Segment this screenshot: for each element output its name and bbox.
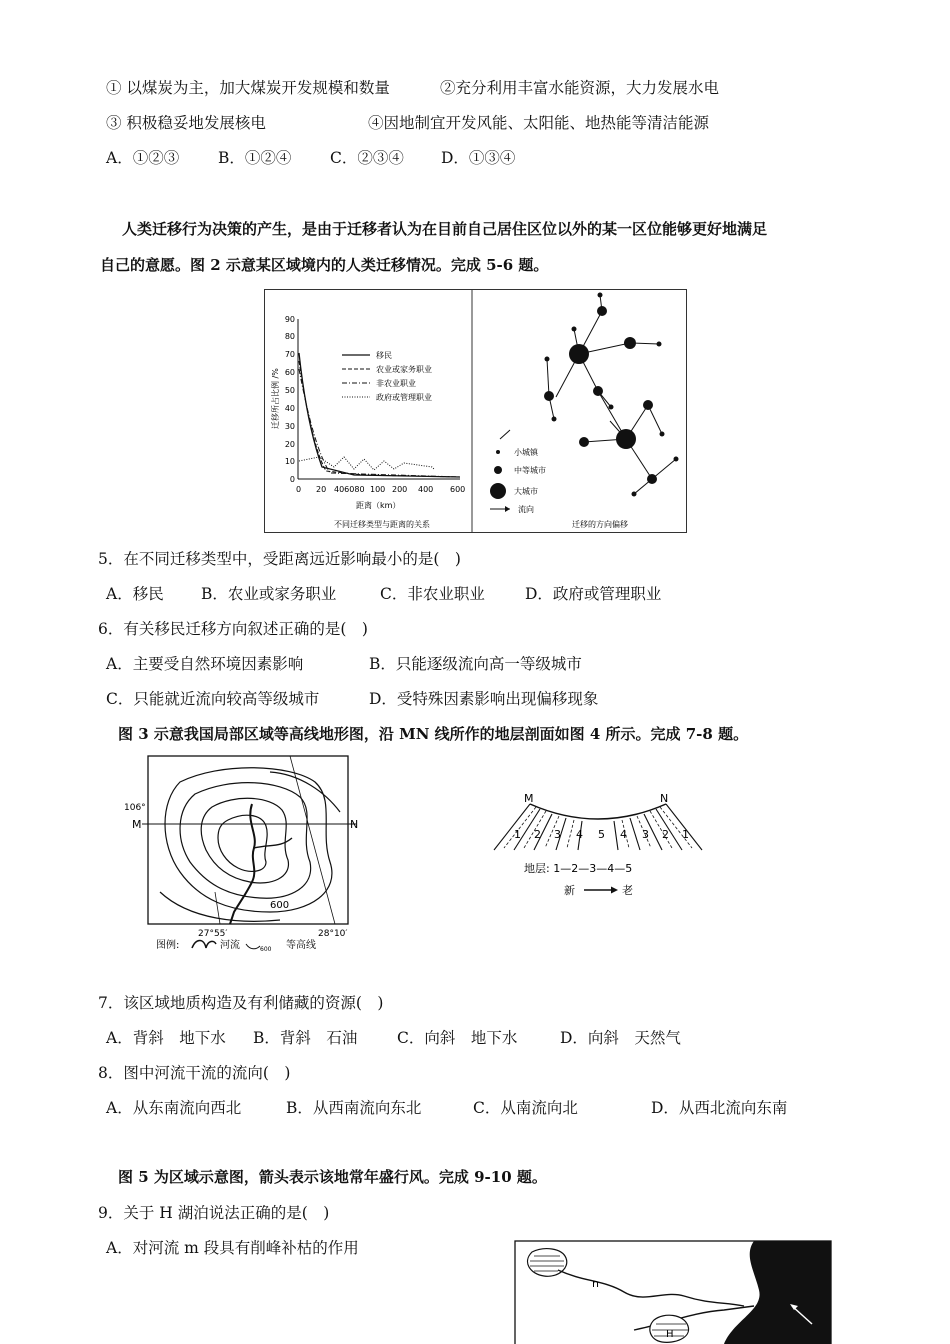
option-2: ②充分利用丰富水能资源，大力发展水电: [440, 79, 720, 97]
map-legend-small-town: 小城镇: [514, 448, 538, 457]
choice-c: C．②③④: [330, 149, 404, 167]
label-old: 老: [622, 884, 633, 897]
q9-a: A．对河流 m 段具有削峰补枯的作用: [106, 1239, 359, 1257]
intro-5-6-line1: 人类迁移行为决策的产生，是由于迁移者认为在目前自己居住区位以外的某一区位能够更好地满足: [122, 220, 768, 238]
legend-contour: 等高线: [286, 940, 316, 951]
choice-d: D．①③④: [441, 149, 516, 167]
x-tick: 20: [316, 485, 327, 494]
legend-government: 政府或管理职业: [376, 393, 432, 402]
legend-label: 图例:: [156, 940, 180, 951]
arrow-icon: [611, 887, 618, 894]
figure-5: [514, 1240, 832, 1344]
river-legend-icon: [192, 941, 216, 949]
y-tick: 30: [284, 422, 295, 431]
q8-stem: 8．图中河流干流的流向( ): [98, 1064, 291, 1082]
latitude-2: 28°10′: [318, 929, 348, 939]
strata-order: 地层: 1—2—3—4—5: [524, 862, 633, 875]
option-3: ③ 积极稳妥地发展核电: [106, 114, 266, 132]
map-legend-medium-city: 中等城市: [514, 466, 546, 475]
layer-label: 3: [642, 828, 649, 841]
point-n: N: [660, 792, 669, 805]
river-label-n: n: [592, 1277, 599, 1290]
y-tick: 0: [289, 475, 295, 484]
q9-stem: 9．关于 H 湖泊说法正确的是( ): [98, 1204, 330, 1222]
legend-agricultural: 农业或家务职业: [376, 365, 432, 374]
point-n: N: [350, 818, 359, 831]
q7-a: A．背斜 地下水: [106, 1029, 226, 1047]
y-tick: 80: [284, 332, 295, 341]
x-tick: 400: [418, 485, 434, 494]
q5-c: C．非农业职业: [380, 585, 485, 603]
x-axis-label: 距离（km）: [356, 501, 401, 510]
point-m: M: [524, 792, 534, 805]
q7-c: C．向斜 地下水: [397, 1029, 518, 1047]
y-tick: 20: [284, 440, 295, 449]
contour-legend-icon: [246, 944, 260, 949]
legend-contour-sample: 600: [260, 946, 272, 953]
q7-d: D．向斜 天然气: [560, 1029, 681, 1047]
q8-c: C．从南流向北: [473, 1099, 578, 1117]
longitude-label: 106°: [124, 803, 146, 813]
layer-label: 1: [682, 828, 689, 841]
q5-stem: 5．在不同迁移类型中，受距离远近影响最小的是( ): [98, 550, 461, 568]
x-tick: 100: [370, 485, 386, 494]
layer-label: 3: [554, 828, 561, 841]
label-new: 新: [564, 884, 575, 897]
layer-label: 4: [620, 828, 627, 841]
choice-b: B．①②④: [218, 149, 292, 167]
q6-stem: 6．有关移民迁移方向叙述正确的是( ): [98, 620, 368, 638]
x-tick: 600: [450, 485, 466, 494]
q6-b: B．只能逐级流向高一等级城市: [369, 655, 582, 673]
y-axis-label: 迁移所占比例 /%: [271, 368, 280, 429]
map-legend-flow: 流向: [518, 505, 534, 514]
intro-9-10: 图 5 为区域示意图，箭头表示该地常年盛行风。完成 9-10 题。: [118, 1168, 547, 1186]
lake-label-h: H: [666, 1329, 674, 1340]
legend-river: 河流: [220, 940, 240, 951]
figure-3: [120, 752, 370, 962]
point-m: M: [132, 818, 142, 831]
x-tick: 406080: [334, 485, 365, 494]
choice-a: A．①②③: [106, 149, 180, 167]
intro-5-6-line2: 自己的意愿。图 2 示意某区域境内的人类迁移情况。完成 5-6 题。: [100, 256, 549, 274]
left-caption: 不同迁移类型与距离的关系: [334, 520, 430, 529]
legend-non-agricultural: 非农业职业: [376, 379, 416, 388]
q8-d: D．从西北流向东南: [651, 1099, 788, 1117]
option-4: ④因地制宜开发风能、太阳能、地热能等清洁能源: [368, 114, 710, 132]
option-1: ① 以煤炭为主，加大煤炭开发规模和数量: [106, 79, 390, 97]
legend-migrants: 移民: [376, 351, 392, 360]
map-legend-large-city: 大城市: [514, 487, 538, 496]
latitude-1: 27°55′: [198, 929, 228, 939]
y-tick: 70: [284, 350, 295, 359]
x-tick: 0: [296, 485, 302, 494]
layer-label: 5: [598, 828, 605, 841]
q7-stem: 7．该区域地质构造及有利储藏的资源( ): [98, 994, 384, 1012]
layer-label: 2: [662, 828, 669, 841]
q5-a: A．移民: [106, 585, 164, 603]
contour-value: 600: [270, 900, 290, 911]
y-tick: 90: [284, 315, 295, 324]
intro-7-8: 图 3 示意我国局部区域等高线地形图，沿 MN 线所作的地层剖面如图 4 所示。完成 7-8 题。: [118, 725, 749, 743]
q6-d: D．受特殊因素影响出现偏移现象: [369, 690, 599, 708]
q5-d: D．政府或管理职业: [525, 585, 662, 603]
layer-label: 2: [534, 828, 541, 841]
x-tick: 200: [392, 485, 408, 494]
y-tick: 10: [284, 457, 295, 466]
y-tick: 50: [284, 386, 295, 395]
q5-b: B．农业或家务职业: [201, 585, 337, 603]
y-tick: 60: [284, 368, 295, 377]
q8-a: A．从东南流向西北: [106, 1099, 242, 1117]
right-caption: 迁移的方向偏移: [572, 520, 628, 529]
q6-c: C．只能就近流向较高等级城市: [106, 690, 320, 708]
q6-a: A．主要受自然环境因素影响: [106, 655, 304, 673]
figure-4: [488, 790, 714, 902]
layer-label: 4: [576, 828, 583, 841]
figure-2: [264, 289, 688, 535]
q8-b: B．从西南流向东北: [286, 1099, 422, 1117]
q7-b: B．背斜 石油: [253, 1029, 358, 1047]
layer-label: 1: [514, 828, 521, 841]
y-tick: 40: [284, 404, 295, 413]
